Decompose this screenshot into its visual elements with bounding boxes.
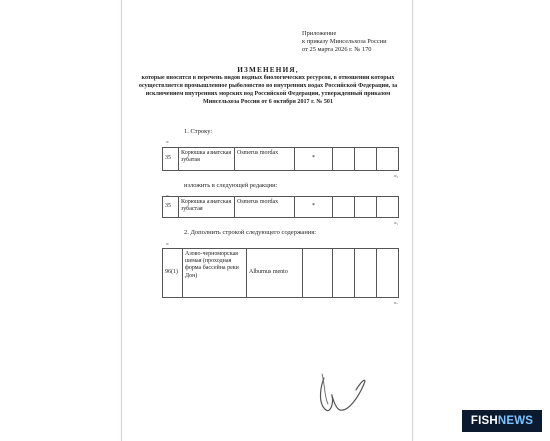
empty-cell [303,249,333,298]
appendix-line-1: Приложение [302,30,337,37]
empty-cell [355,197,377,218]
mark-cell: * [295,197,333,218]
row-number-cell: 96(1) [163,249,183,298]
latin-name-cell: Osmerus mordax [235,148,295,171]
mark-cell: * [295,148,333,171]
appendix-line-2: к приказу Минсельхоза России [302,38,387,46]
close-quote-2: », [394,220,399,226]
row-number-cell: 35 [163,148,179,171]
replace-label: изложить в следующей редакции: [184,182,278,189]
document-page [121,0,413,441]
row-number-cell: 35 [163,197,179,218]
empty-cell [333,249,355,298]
empty-cell [355,249,377,298]
appendix-header [302,30,412,55]
appendix-line-3: от 25 марта 2026 г. № 170 [302,46,372,54]
handwritten-signature-icon [312,360,372,420]
document-subtitle: которые вносятся в перечень видов водных биологических ресурсов, в отношении которых осуществляется промышленное рыболовство во внутренних водах Российской Федерации, за исключением внутренних морских вод Российской Федерации, утвержденный приказом Минсельхоза России от 6 октября 2017 г. № 501 [138,75,398,105]
species-name-cell: Корюшка азиатская зубастая [179,197,235,218]
empty-cell [355,148,377,171]
open-quote-2: « [166,193,169,199]
table-added-row [162,248,399,298]
latin-name-cell: Osmerus mordax [235,197,295,218]
empty-cell [333,148,355,171]
empty-cell [377,148,399,171]
table-row [163,197,399,218]
item-1-label: 1. Строку: [184,128,213,135]
close-quote-3: ». [394,300,399,306]
empty-cell [377,197,399,218]
table-new-row [162,196,399,218]
empty-cell [333,197,355,218]
latin-name-cell: Alburnus mento [247,249,303,298]
close-quote-1: », [394,173,399,179]
logo-text-fish: FISH [470,415,498,427]
open-quote-3: « [166,241,169,247]
table-row [163,148,399,171]
empty-cell [377,249,399,298]
open-quote-1: « [166,139,169,145]
table-original-row [162,147,399,171]
item-2-label: 2. Дополнить строкой следующего содержания: [184,229,317,236]
species-name-cell: Азово-черноморская шемая (проходная форма бассейна реки Дон) [183,249,247,298]
species-name-cell: Корюшка азиатская зубатая [179,148,235,171]
table-row [163,249,399,298]
fishnews-watermark-logo [462,410,542,432]
document-title: ИЗМЕНЕНИЯ, [237,66,299,74]
logo-text-news: NEWS [497,415,534,427]
